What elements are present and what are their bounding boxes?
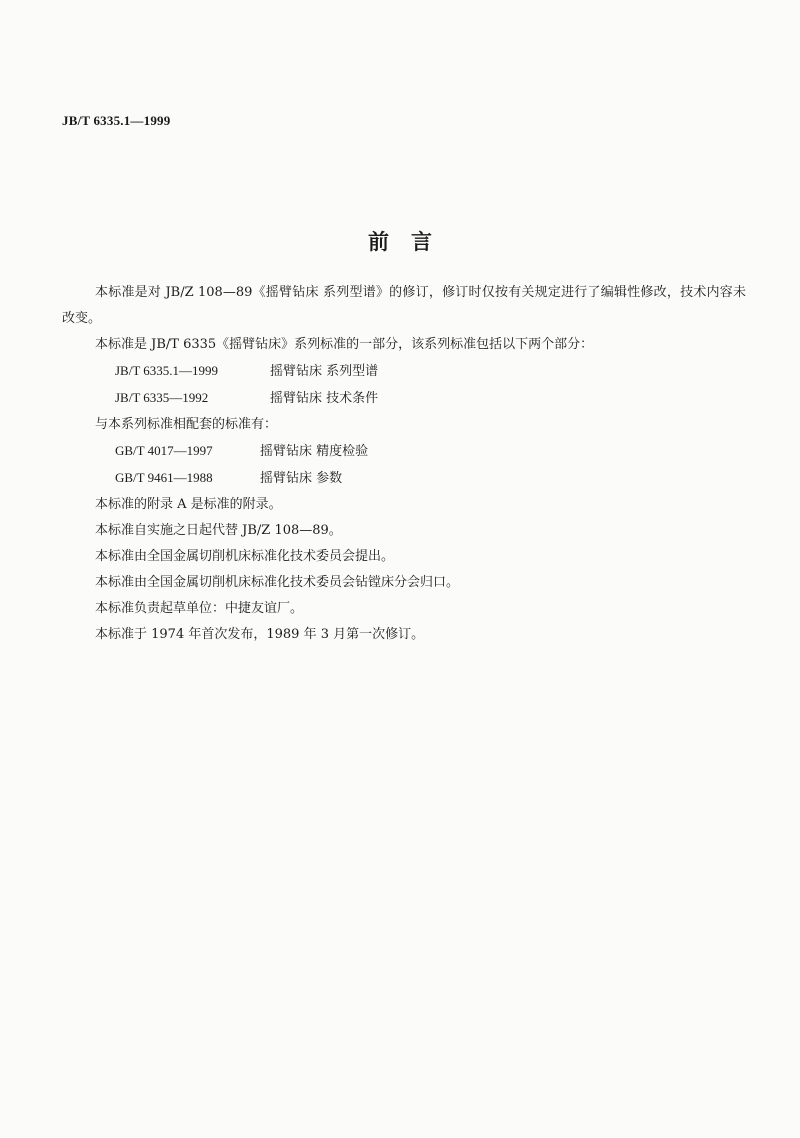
related-standard-code: GB/T 9461—1988	[115, 470, 213, 485]
paragraph-history: 本标准于 1974 年首次发布，1989 年 3 月第一次修订。	[95, 627, 425, 642]
series-part-2	[62, 385, 746, 412]
related-standard-code: GB/T 4017—1997	[115, 443, 213, 458]
page-title: 前言	[368, 229, 454, 254]
series-part-name: 摇臂钻床 系列型谱	[270, 364, 379, 379]
paragraph-related: 与本系列标准相配套的标准有：	[95, 417, 278, 432]
series-part-name: 摇臂钻床 技术条件	[270, 391, 379, 406]
paragraph-drafted-by: 本标准负责起草单位：中捷友谊厂。	[95, 601, 304, 616]
series-part-code: JB/T 6335—1992	[115, 390, 209, 405]
paragraph-replaces: 本标准自实施之日起代替 JB/Z 108—89。	[95, 523, 342, 538]
paragraph-appendix: 本标准的附录 A 是标准的附录。	[95, 497, 282, 512]
related-standard-1	[62, 438, 746, 465]
paragraph-series: 本标准是 JB/T 6335《摇臂钻床》系列标准的一部分，该系列标准包括以下两个部分：	[95, 337, 594, 352]
related-standard-name: 摇臂钻床 参数	[260, 471, 343, 486]
paragraph-proposed-by: 本标准由全国金属切削机床标准化技术委员会提出。	[95, 549, 395, 564]
paragraph-managed-by: 本标准由全国金属切削机床标准化技术委员会钻镗床分会归口。	[95, 575, 460, 590]
paragraph-revision: 本标准是对 JB/Z 108—89《摇臂钻床 系列型谱》的修订，修订时仅按有关规定进行了编辑性修改，技术内容未改变。	[62, 285, 746, 326]
series-part-code: JB/T 6335.1—1999	[115, 363, 219, 378]
related-standard-2	[62, 465, 746, 492]
related-standard-name: 摇臂钻床 精度检验	[260, 444, 369, 459]
series-part-1	[62, 358, 746, 385]
foreword-body	[62, 280, 746, 648]
standard-number-header: JB/T 6335.1—1999	[62, 113, 171, 128]
